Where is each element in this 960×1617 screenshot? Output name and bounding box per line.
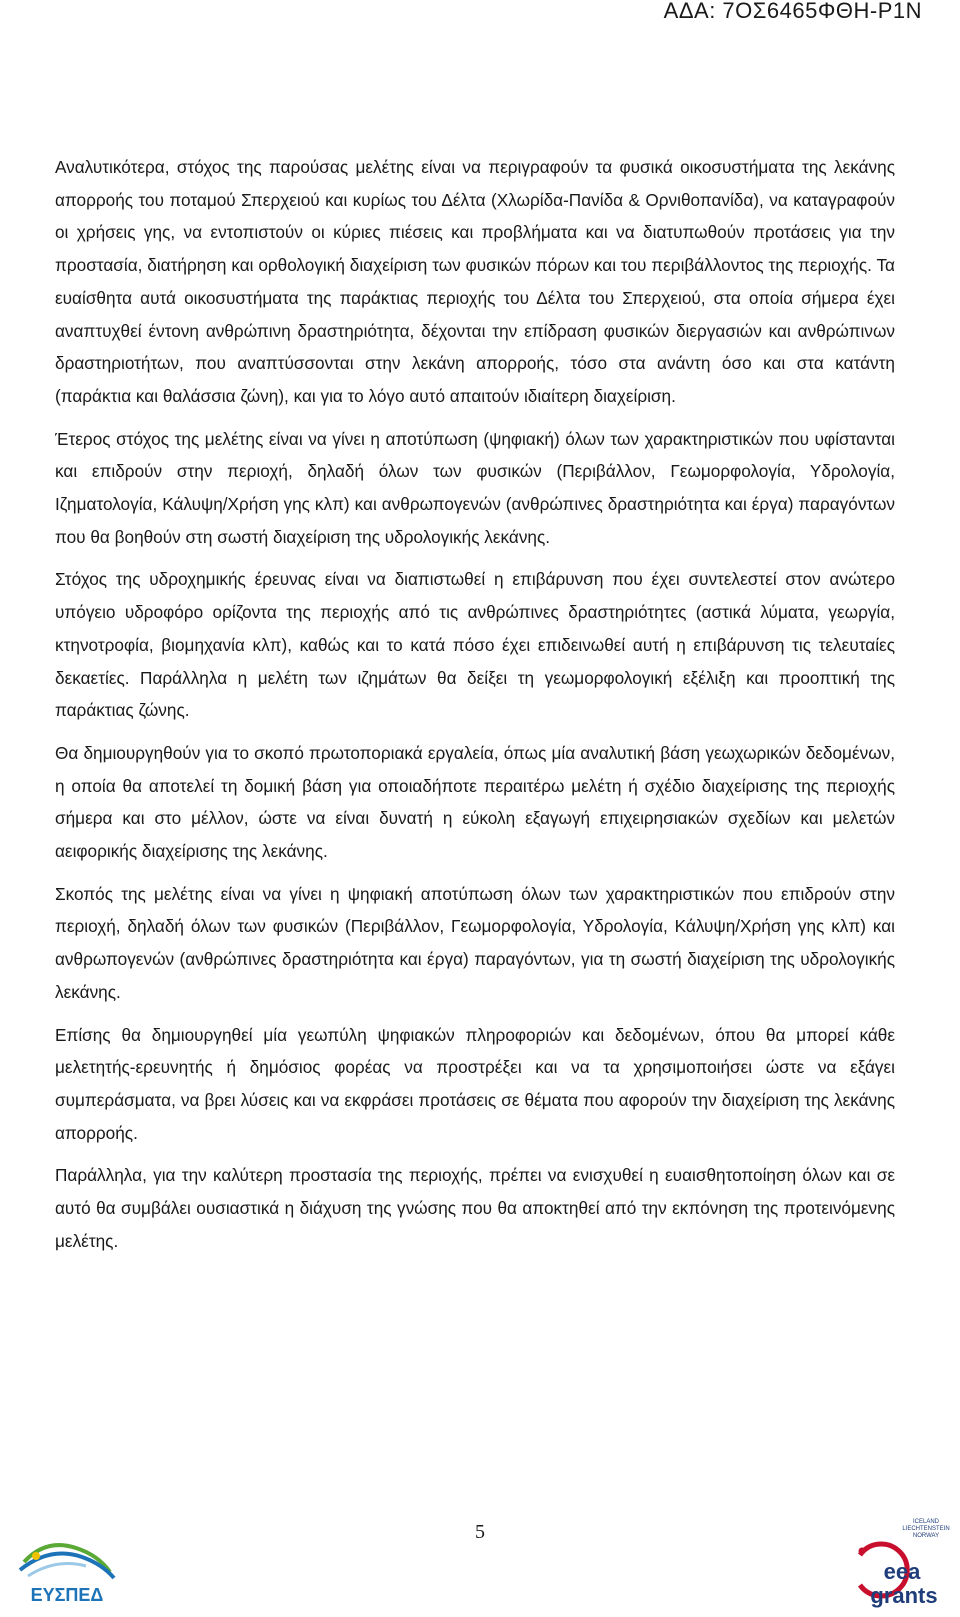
paragraph: Σκοπός της μελέτης είναι να γίνει η ψηφιακή αποτύπωση όλων των χαρακτηριστικών που επιδρούν στην περιοχή, δηλαδή όλων των φυσικών (Περιβάλλον, Γεωμορφολογία, Υδρολογία, Κάλυψη/Χρήση γης κλπ) και ανθρωπογενών (ανθρώπινες δραστηριότητα και έργα) παραγόντων, για τη σωστή διαχείριση της υδρολογικής λεκάνης. — [55, 883, 895, 1002]
paragraph: Παράλληλα, για την καλύτερη προστασία της περιοχής, πρέπει να ενισχυθεί η ευαισθητοποίηση όλων και σε αυτό θα συμβάλει ουσιαστικά η διάχυση της γνώσης που θα αποκτηθεί από την εκπόνηση της προτεινόμενης μελέτης. — [55, 1165, 895, 1251]
eea-grants-logo — [848, 1505, 956, 1613]
paragraph: Θα δημιουργηθούν για το σκοπό πρωτοποριακά εργαλεία, όπως μία αναλυτική βάση γεωχωρικών δεδομένων, η οποία θα αποτελεί τη δομική βάση για οποιαδήποτε περαιτέρω μελέτη ή σχέδιο διαχείρισης της περιοχής σήμερα και στο μέλλον, ώστε να είναι δυνατή η εύκολη εξαγωγή επιχειρησιακών σχεδίων και μελετών αειφορικής διαχείρισης της λεκάνης. — [55, 742, 895, 862]
eyspe-logo-text: ΕΥΣΠΕΔ — [30, 1585, 104, 1605]
svg-text:grants: grants — [870, 1583, 938, 1608]
paragraph: Επίσης θα δημιουργηθεί μία γεωπύλη ψηφιακών πληροφοριών και δεδομένων, όπου θα μπορεί κάθε μελετητής-ερευνητής ή δημόσιος φορέας να προστρέξει και να τα χρησιμοποιήσει ώστε να εξάγει συμπεράσματα, να βρει λύσεις και να εκφράσει προτάσεις σε θέματα που αφορούν την διαχείριση της λεκάνης απορροής. — [55, 1024, 895, 1143]
svg-text:NORWAY: NORWAY — [912, 1533, 940, 1539]
body-text — [55, 151, 895, 1268]
svg-text:LIECHTENSTEIN: LIECHTENSTEIN — [902, 1526, 950, 1532]
eyspe-logo — [6, 1532, 128, 1606]
ada-header: ΑΔΑ: 7ΟΣ6465ΦΘΗ-Ρ1Ν — [663, 0, 922, 23]
paragraph: Έτερος στόχος της μελέτης είναι να γίνει η αποτύπωση (ψηφιακή) όλων των χαρακτηριστικών που υφίστανται και επιδρούν στην περιοχή, δηλαδή όλων των φυσικών (Περιβάλλον, Γεωμορφολογία, Υδρολογία, Ιζηματολογία, Κάλυψη/Χρήση γης κλπ) και ανθρωπογενών (ανθρώπινες δραστηριότητα και έργα) παραγόντων που θα βοηθούν στη σωστή διαχείριση της υδρολογικής λεκάνης. — [55, 428, 895, 547]
paragraph: Στόχος της υδροχημικής έρευνας είναι να διαπιστωθεί η επιβάρυνση που έχει συντελεστεί στον ανώτερο υπόγειο υδροφόρο ορίζοντα της περιοχής από τις ανθρώπινες δραστηριότητες (αστικά λύματα, γεωργία, κτηνοτροφία, βιομηχανία κλπ), καθώς και το κατά πόσο έχει επιδεινωθεί αυτή η επιβάρυνση τις τελευταίες δεκαετίες. Παράλληλα η μελέτη των ιζημάτων θα δείξει τη γεωμορφολογική εξέλιξη και προοπτική της παράκτιας ζώνης. — [55, 569, 895, 721]
page-number: 5 — [475, 1521, 485, 1543]
svg-text:eea: eea — [883, 1559, 921, 1584]
paragraph: Αναλυτικότερα, στόχος της παρούσας μελέτης είναι να περιγραφούν τα φυσικά οικοσυστήματα της λεκάνης απορροής του ποταμού Σπερχειού και κυρίως του Δέλτα (Χλωρίδα-Πανίδα & Ορνιθοπανίδα), να καταγραφούν οι χρήσεις γης, να εντοπιστούν οι κύριες πιέσεις και προβλήματα και να διατυπωθούν προτάσεις για την προστασία, διατήρηση και ορθολογική διαχείριση των φυσικών πόρων και του περιβάλλοντος της περιοχής. Τα ευαίσθητα αυτά οικοσυστήματα της παράκτιας περιοχής του Δέλτα του Σπερχειού, στα οποία σήμερα έχει αναπτυχθεί έντονη ανθρώπινη δραστηριότητα, δέχονται την επίδραση φυσικών διεργασιών και ανθρώπινων δραστηριοτήτων, που αναπτύσσονται στην λεκάνη απορροής, τόσο στα ανάντη όσο και στα κατάντη (παράκτια και θαλάσσια ζώνη), και για το λόγο αυτό απαιτούν ιδιαίτερη διαχείριση. — [55, 157, 895, 406]
svg-text:ICELAND: ICELAND — [912, 1519, 940, 1525]
